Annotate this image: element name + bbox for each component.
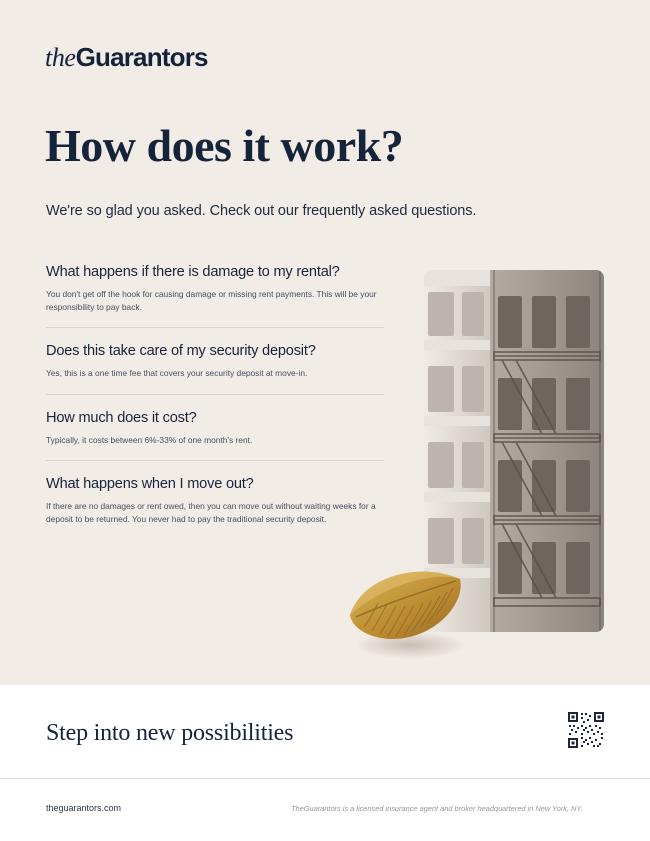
faq-answer: Yes, this is a one time fee that covers your security deposit at move-in.	[46, 368, 308, 379]
page-title: How does it work?	[45, 120, 404, 171]
footer-band	[0, 685, 650, 841]
faq-item	[46, 264, 384, 328]
footer-divider	[0, 778, 650, 779]
faq-question: What happens when I move out?	[46, 476, 254, 493]
gold-leaf-object	[344, 559, 474, 663]
page-subtitle: We're so glad you asked. Check out our frequently asked questions.	[46, 203, 477, 219]
faq-answer: You don't get off the hook for causing damage or missing rent payments. This will be your responsibility to pay back.	[46, 289, 377, 312]
faq-answer: Typically, it costs between 6%-33% of one month's rent.	[46, 434, 253, 445]
qr-code[interactable]	[566, 710, 606, 750]
faq-item	[46, 343, 384, 395]
brand-logo	[45, 42, 208, 73]
faq-question: What happens if there is damage to my rental?	[46, 264, 340, 280]
faq-answer: If there are no damages or rent owed, then you can move out without waiting weeks for a deposit to be returned. You never had to pay the traditional security deposit.	[46, 501, 376, 525]
faq-list	[46, 264, 384, 555]
faq-question: How much does it cost?	[46, 409, 197, 426]
brand-the: the	[45, 43, 76, 72]
footer-disclaimer: TheGuarantors is a licensed insurance agent and broker headquartered in New York, NY.	[291, 804, 583, 813]
footer-tagline: Step into new possibilities	[46, 720, 294, 746]
footer-website-link[interactable]: theguarantors.com	[46, 803, 122, 813]
faq-item	[46, 476, 384, 539]
brand-name: Guarantors	[75, 42, 208, 72]
faq-item	[46, 410, 384, 462]
faq-question: Does this take care of my security deposit?	[46, 343, 316, 360]
